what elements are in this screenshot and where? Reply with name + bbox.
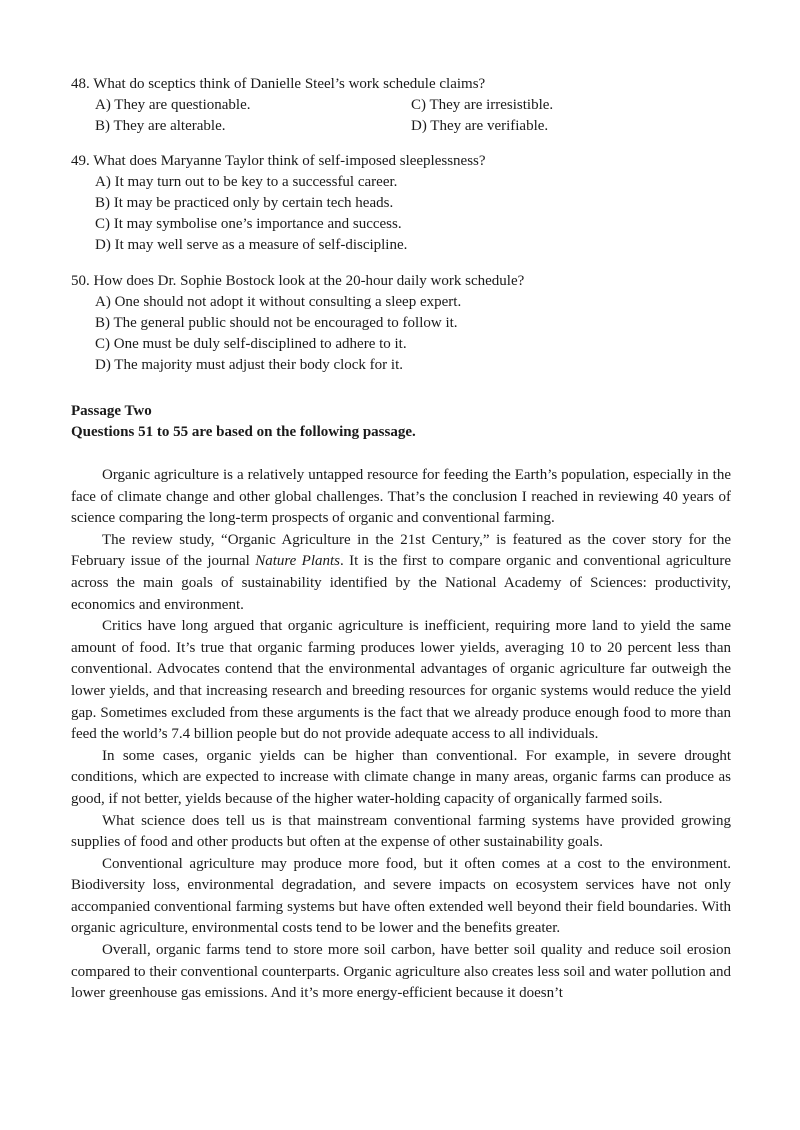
passage-title: Passage Two [71, 403, 152, 419]
question-stem: 48. What do sceptics think of Danielle Steel’s work schedule claims? [71, 76, 486, 92]
option-d[interactable]: D) They are verifiable. [411, 118, 549, 134]
option-d[interactable]: D) The majority must adjust their body clock for it. [95, 357, 403, 373]
passage-instruction: Questions 51 to 55 are based on the following passage. [71, 424, 416, 440]
passage-paragraph-3: Critics have long argued that organic agriculture is inefficient, requiring more land to yield the same amount of food. It’s true that organic farming produces lower yields, averaging 10 to 20 percent less than conventional. Advocates contend that the environmental advantages of organic agriculture far outweigh the lower yields, and that increasing research and breeding resources for organic systems would reduce the yield gap. Sometimes excluded from these arguments is the fact that we already produce enough food to more than feed the world’s 7.4 billion people but do not provide adequate access to all individuals. [71, 618, 731, 743]
paragraph-text: . It is the first to compare organic and conventional agriculture across the main goals of sustainability identified by the National Academy of Sciences: productivity, economics and environment. [71, 553, 731, 613]
answer-options [95, 172, 731, 256]
option-c[interactable]: C) One must be duly self-disciplined to adhere to it. [95, 336, 407, 352]
option-b[interactable]: B) They are alterable. [95, 118, 226, 134]
paragraph-text: The review study, “Organic Agriculture in the 21st Century,” is featured as the cover story for the February issue of the journal [71, 531, 731, 570]
journal-title: Nature Plants [255, 553, 340, 570]
option-c[interactable]: C) They are irresistible. [411, 97, 554, 113]
option-a[interactable]: A) One should not adopt it without consulting a sleep expert. [95, 294, 462, 310]
option-d[interactable]: D) It may well serve as a measure of self-discipline. [95, 237, 408, 253]
passage-paragraph-6: Conventional agriculture may produce more food, but it often comes at a cost to the environment. Biodiversity loss, environmental degradation, and severe impacts on ecosystem services have not only accompanied conventional farming systems but have often extended well beyond their field boundaries. With organic agriculture, environmental costs tend to be lower and the benefits greater. [71, 855, 731, 937]
passage-body [71, 465, 731, 1005]
question-stem: 49. What does Maryanne Taylor think of self-imposed sleeplessness? [71, 153, 486, 169]
option-b[interactable]: B) The general public should not be encouraged to follow it. [95, 315, 458, 331]
question-48 [71, 74, 731, 137]
passage-paragraph-7: Overall, organic farms tend to store more soil carbon, have better soil quality and reduce soil erosion compared to their conventional counterparts. Organic agriculture also creates less soil and water pollution and lower greenhouse gas emissions. And it’s more energy-efficient because it doesn’t [71, 942, 731, 1002]
answer-options [95, 95, 731, 137]
passage-paragraph-1: Organic agriculture is a relatively untapped resource for feeding the Earth’s population, especially in the face of climate change and other global challenges. That’s the conclusion I reached in reviewing 40 years of science comparing the long-term prospects of organic and conventional farming. [71, 467, 731, 527]
question-stem: 50. How does Dr. Sophie Bostock look at the 20-hour daily work schedule? [71, 273, 525, 289]
option-b[interactable]: B) It may be practiced only by certain tech heads. [95, 195, 394, 211]
answer-options [95, 292, 731, 376]
passage-paragraph-4: In some cases, organic yields can be higher than conventional. For example, in severe drought conditions, which are expected to increase with climate change in many areas, organic farms can produce as good, if not better, yields because of the higher water-holding capacity of organically farmed soils. [71, 747, 731, 807]
question-50 [71, 271, 731, 376]
passage-paragraph-2 [71, 530, 731, 616]
passage-heading [71, 401, 731, 443]
passage-paragraph-5: What science does tell us is that mainstream conventional farming systems have provided growing supplies of food and other products but often at the expense of other sustainability goals. [71, 812, 731, 851]
question-49 [71, 151, 731, 256]
option-a[interactable]: A) It may turn out to be key to a successful career. [95, 174, 398, 190]
option-a[interactable]: A) They are questionable. [95, 97, 251, 113]
option-c[interactable]: C) It may symbolise one’s importance and success. [95, 216, 402, 232]
